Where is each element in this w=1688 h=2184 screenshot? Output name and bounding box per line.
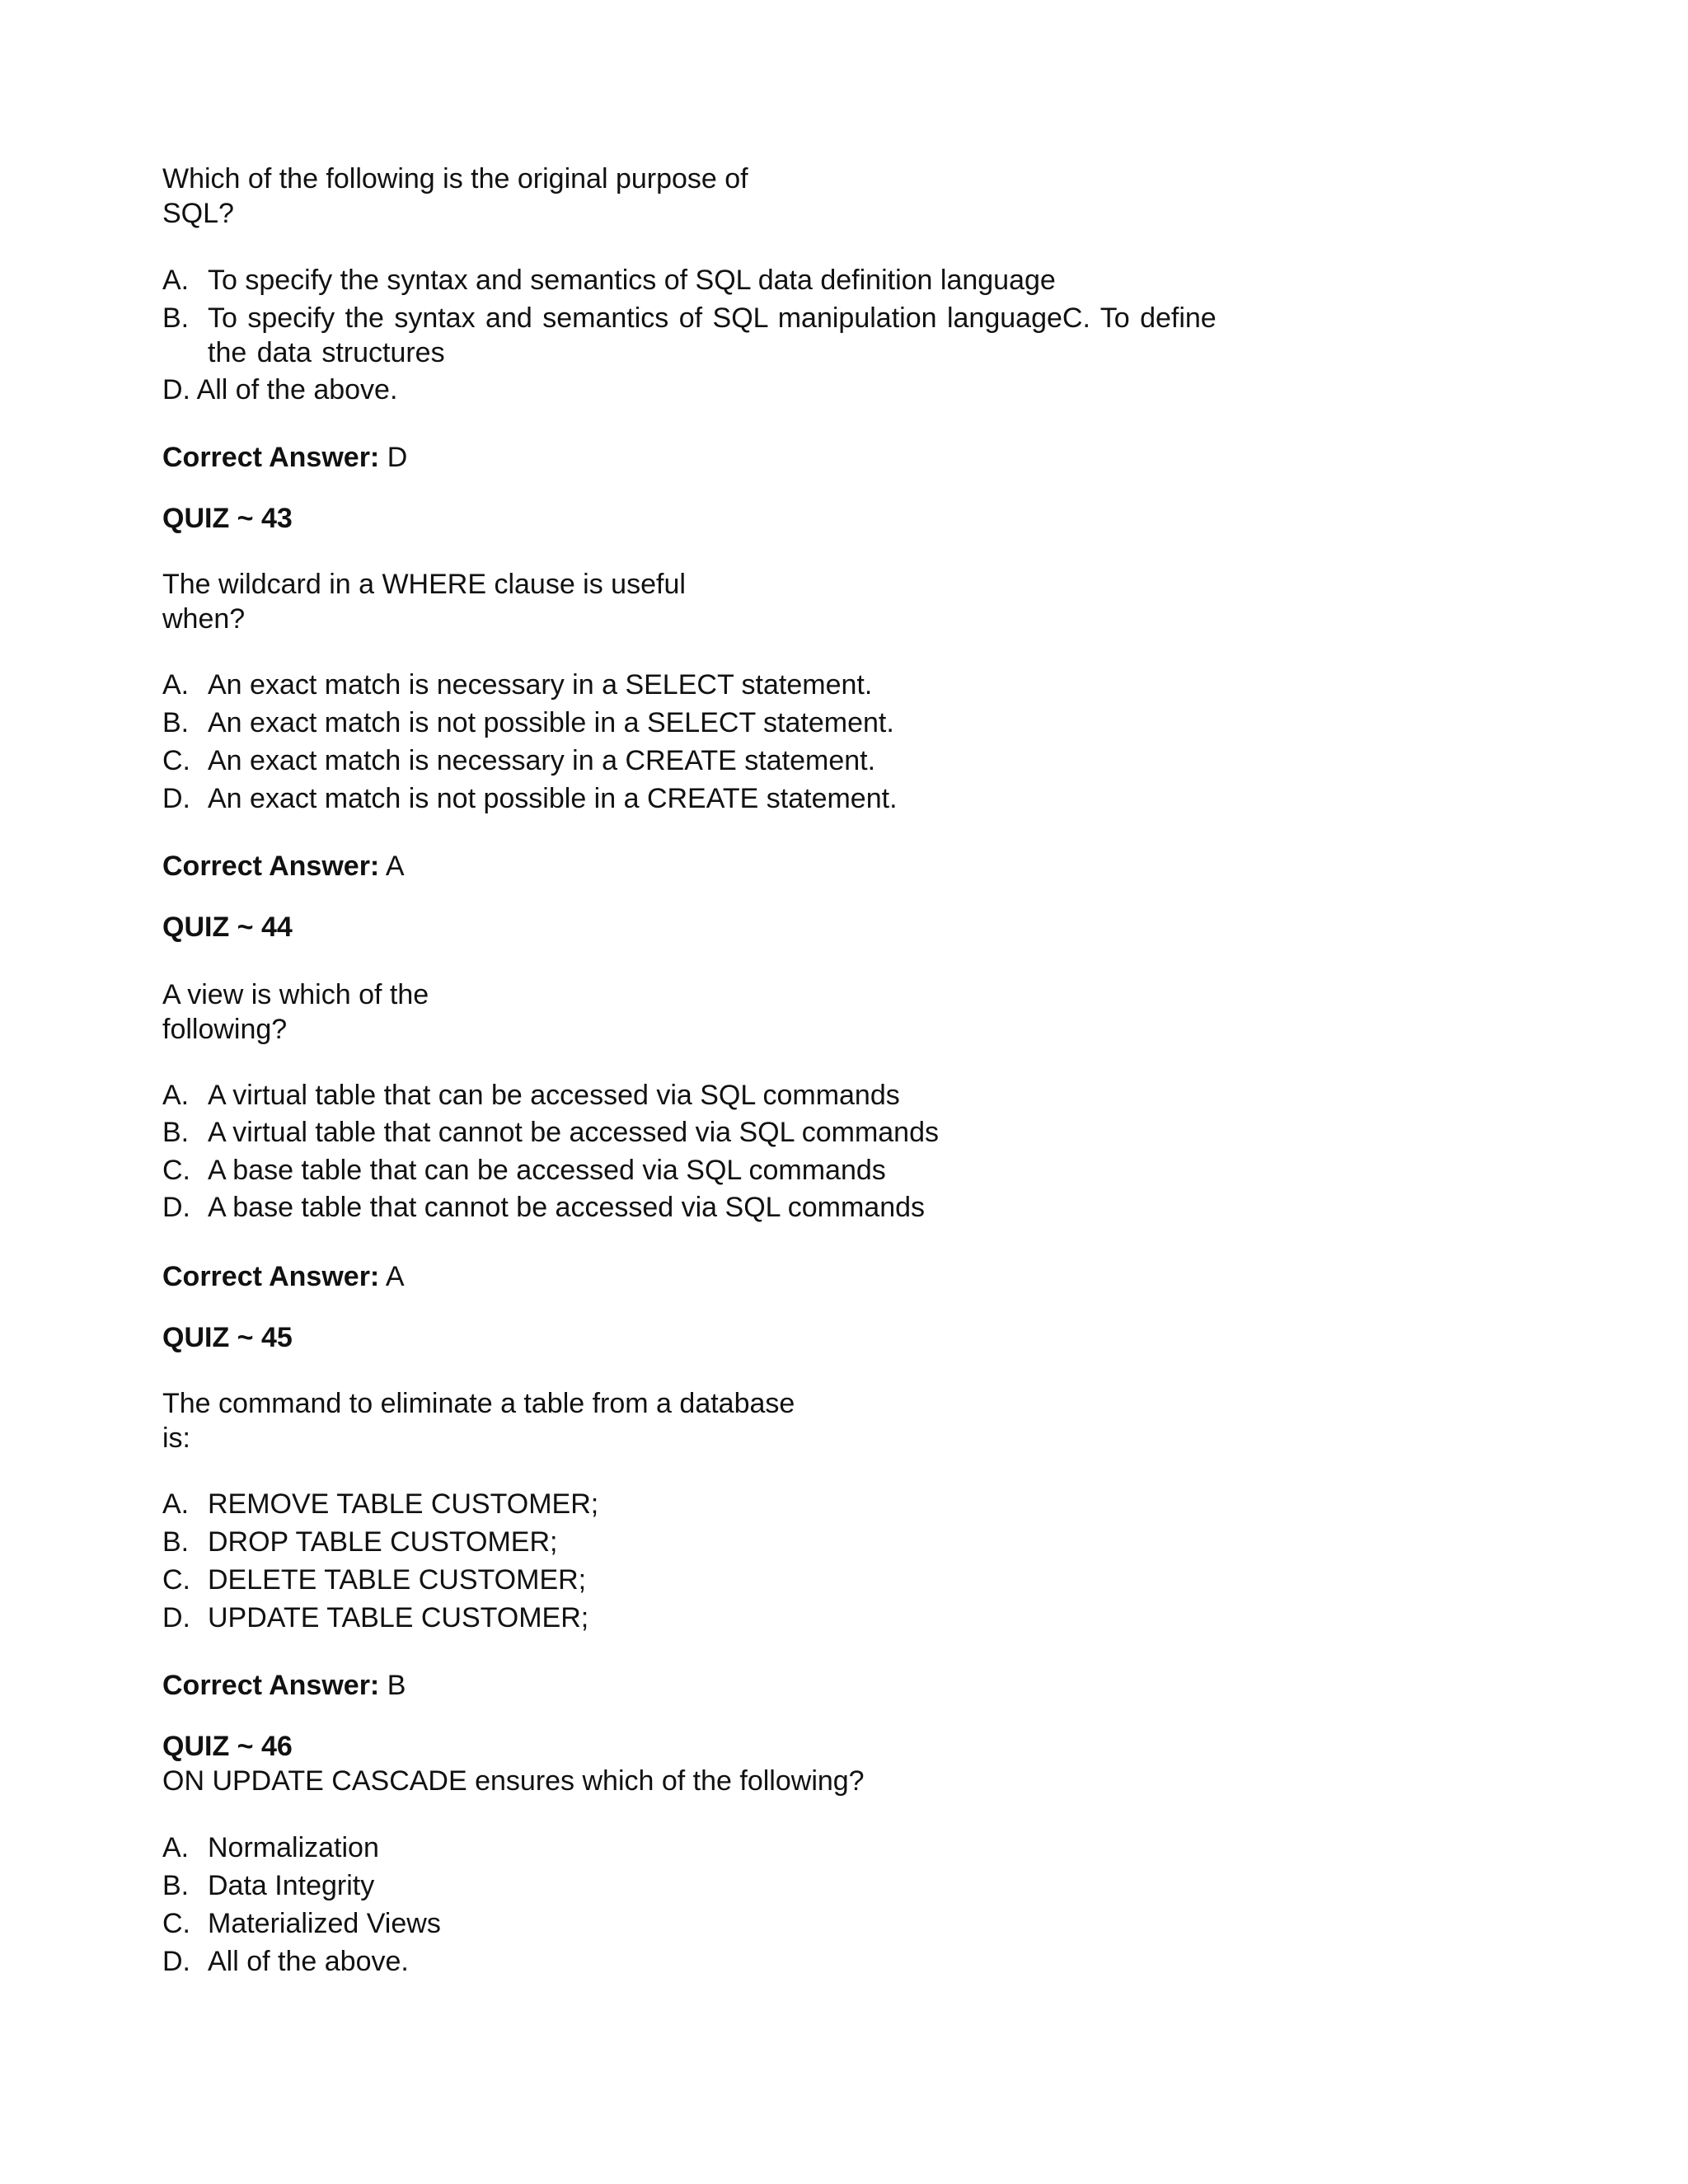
correct-answer-value: D (379, 442, 408, 473)
option-text: An exact match is not possible in a CREATE statement. (208, 783, 898, 814)
option-letter: A. (162, 1832, 190, 1863)
correct-answer-value: A (379, 851, 405, 882)
option-text: An exact match is not possible in a SELECT statement. (208, 707, 894, 738)
option-text: Normalization (208, 1832, 379, 1863)
option-text: An exact match is necessary in a SELECT statement. (208, 669, 873, 701)
option-a (162, 1830, 379, 1865)
correct-answer (162, 440, 407, 475)
option-letter: C. (162, 1564, 190, 1596)
question-text: The wildcard in a WHERE clause is useful when? (162, 569, 686, 635)
option-letter: D. (162, 783, 190, 814)
quiz-heading: QUIZ ~ 45 (162, 1322, 293, 1353)
option-letter: B. (162, 302, 190, 334)
option-text: UPDATE TABLE CUSTOMER; (208, 1602, 589, 1633)
option-d (162, 1190, 925, 1225)
quiz-heading: QUIZ ~ 44 (162, 912, 293, 943)
quiz-heading: QUIZ ~ 46 (162, 1731, 293, 1762)
option-d (162, 781, 898, 816)
option-c (162, 743, 875, 778)
option-a (162, 263, 1056, 298)
option-letter: C. (162, 1908, 190, 1939)
option-letter: D. (162, 1192, 190, 1223)
option-text: Materialized Views (208, 1908, 441, 1939)
option-c (162, 1153, 886, 1188)
option-b (162, 1115, 939, 1150)
correct-answer-label: Correct Answer: (162, 1261, 380, 1292)
quiz-heading: QUIZ ~ 43 (162, 503, 293, 534)
document-page (162, 0, 1531, 2184)
question-text: A view is which of the following? (162, 979, 429, 1045)
correct-answer-label: Correct Answer: (162, 851, 380, 882)
correct-answer (162, 1259, 405, 1294)
correct-answer-label: Correct Answer: (162, 1670, 380, 1701)
option-text: A base table that can be accessed via SQL commands (208, 1155, 886, 1186)
option-letter: B. (162, 707, 190, 738)
question-text: Which of the following is the original purpose of SQL? (162, 163, 748, 229)
option-text: A virtual table that can be accessed via SQL commands (208, 1080, 900, 1111)
option-letter: A. (162, 669, 190, 701)
option-letter: A. (162, 1488, 190, 1520)
correct-answer (162, 849, 405, 883)
correct-answer-value: A (379, 1261, 405, 1292)
option-c (162, 1563, 586, 1597)
option-text: A base table that cannot be accessed via SQL commands (208, 1192, 926, 1223)
option-d: D. All of the above. (162, 374, 398, 405)
option-b (162, 1868, 374, 1903)
option-letter: C. (162, 745, 190, 776)
option-letter: D. (162, 1602, 190, 1633)
option-letter: B. (162, 1870, 190, 1901)
option-d (162, 1944, 409, 1979)
correct-answer (162, 1668, 406, 1703)
correct-answer-value: B (379, 1670, 406, 1701)
option-letter: B. (162, 1526, 190, 1558)
option-text: To specify the syntax and semantics of SQL manipulation languageC. To define the data structures (208, 302, 1217, 368)
option-text: Data Integrity (208, 1870, 375, 1901)
option-a (162, 1078, 900, 1113)
option-text: All of the above. (208, 1946, 409, 1977)
option-d (162, 1601, 588, 1635)
option-b (162, 705, 894, 740)
option-text: DELETE TABLE CUSTOMER; (208, 1564, 587, 1596)
option-text: A virtual table that cannot be accessed via SQL commands (208, 1117, 940, 1148)
option-a (162, 1487, 598, 1521)
option-letter: D. (162, 1946, 190, 1977)
correct-answer-label: Correct Answer: (162, 442, 380, 473)
option-c (162, 1906, 441, 1941)
option-b (162, 301, 1234, 370)
option-letter: A. (162, 265, 190, 296)
option-letter: C. (162, 1155, 190, 1186)
question-text: ON UPDATE CASCADE ensures which of the following? (162, 1765, 865, 1797)
option-text: To specify the syntax and semantics of SQL data definition language (208, 265, 1056, 296)
option-b (162, 1525, 557, 1559)
question-text: The command to eliminate a table from a database is: (162, 1388, 795, 1454)
option-letter: A. (162, 1080, 190, 1111)
option-text: An exact match is necessary in a CREATE statement. (208, 745, 876, 776)
option-text: DROP TABLE CUSTOMER; (208, 1526, 558, 1558)
option-a (162, 668, 872, 702)
option-text: REMOVE TABLE CUSTOMER; (208, 1488, 599, 1520)
option-letter: B. (162, 1117, 190, 1148)
